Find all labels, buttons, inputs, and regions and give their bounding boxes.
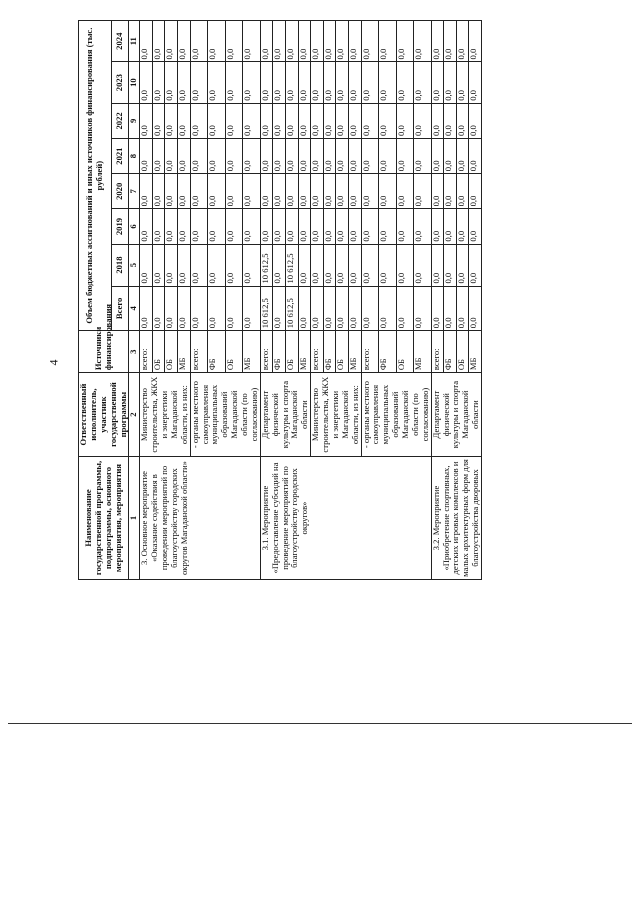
header-total: Всего	[112, 286, 129, 331]
total-value-cell: 0,0	[323, 286, 336, 331]
year-value-cell: 0,0	[208, 21, 226, 62]
measure-name-cell: 3.2. Мероприятие «Приобретение спортивных, детских игровых комплексов и малых архитектурных форм для благоустройства дворовых	[431, 457, 481, 580]
source-cell: МБ	[298, 331, 311, 373]
year-value-cell: 0,0	[190, 174, 208, 209]
total-value-cell: 0,0	[444, 286, 457, 331]
year-value-cell: 0,0	[285, 139, 298, 174]
year-value-cell: 0,0	[285, 209, 298, 244]
year-value-cell: 0,0	[165, 209, 178, 244]
total-value-cell: 0,0	[152, 286, 165, 331]
year-value-cell: 0,0	[323, 103, 336, 138]
year-value-cell: 0,0	[431, 244, 444, 286]
year-value-cell: 0,0	[336, 209, 349, 244]
year-value-cell: 0,0	[208, 244, 226, 286]
year-value-cell: 0,0	[456, 139, 469, 174]
year-value-cell: 0,0	[444, 139, 457, 174]
source-cell: всего:	[431, 331, 444, 373]
year-value-cell: 0,0	[225, 21, 243, 62]
executor-cell: - органы местного самоуправления муниципальных образований Магаданской области (по согласованию)	[361, 373, 431, 457]
year-value-cell: 0,0	[273, 174, 286, 209]
year-value-cell: 0,0	[379, 174, 397, 209]
source-cell: ОБ	[456, 331, 469, 373]
year-value-cell: 0,0	[208, 209, 226, 244]
year-value-cell: 0,0	[396, 21, 414, 62]
year-value-cell: 0,0	[361, 21, 379, 62]
year-value-cell: 0,0	[260, 62, 273, 103]
year-value-cell: 0,0	[225, 139, 243, 174]
year-value-cell: 0,0	[152, 174, 165, 209]
year-value-cell: 0,0	[444, 174, 457, 209]
year-value-cell: 0,0	[225, 103, 243, 138]
bottom-rule	[8, 723, 632, 724]
year-value-cell: 0,0	[379, 103, 397, 138]
year-value-cell: 0,0	[323, 62, 336, 103]
year-value-cell: 0,0	[243, 244, 261, 286]
total-value-cell: 0,0	[379, 286, 397, 331]
total-value-cell: 0,0	[311, 286, 324, 331]
column-number: 1	[129, 457, 140, 580]
year-value-cell: 0,0	[431, 62, 444, 103]
year-value-cell: 0,0	[396, 244, 414, 286]
year-value-cell: 0,0	[225, 62, 243, 103]
header-source: Источники финансирования	[79, 331, 129, 373]
total-value-cell: 0,0	[348, 286, 361, 331]
year-value-cell: 0,0	[323, 244, 336, 286]
source-cell: ФБ	[379, 331, 397, 373]
year-value-cell: 0,0	[311, 174, 324, 209]
header-executor: Ответственный исполнитель, участник государственной программы	[79, 373, 129, 457]
year-value-cell: 0,0	[323, 139, 336, 174]
year-value-cell: 0,0	[298, 244, 311, 286]
year-value-cell: 0,0	[396, 139, 414, 174]
header-year: 2021	[112, 139, 129, 174]
year-value-cell: 0,0	[140, 62, 153, 103]
year-value-cell: 0,0	[469, 62, 482, 103]
total-value-cell: 0,0	[225, 286, 243, 331]
year-value-cell: 0,0	[208, 174, 226, 209]
year-value-cell: 0,0	[361, 103, 379, 138]
year-value-cell: 0,0	[243, 103, 261, 138]
year-value-cell: 0,0	[431, 139, 444, 174]
year-value-cell: 0,0	[414, 209, 432, 244]
year-value-cell: 0,0	[323, 174, 336, 209]
page-number: 4	[46, 359, 61, 366]
year-value-cell: 10 612,5	[285, 244, 298, 286]
source-cell: всего:	[361, 331, 379, 373]
column-number: 6	[129, 209, 140, 244]
source-cell: МБ	[348, 331, 361, 373]
year-value-cell: 0,0	[348, 209, 361, 244]
year-value-cell: 0,0	[414, 139, 432, 174]
total-value-cell: 0,0	[431, 286, 444, 331]
year-value-cell: 0,0	[140, 139, 153, 174]
column-number: 3	[129, 331, 140, 373]
total-value-cell: 0,0	[165, 286, 178, 331]
source-cell: МБ	[469, 331, 482, 373]
year-value-cell: 0,0	[311, 21, 324, 62]
executor-cell: Департамент физической культуры и спорта Магаданской области	[431, 373, 481, 457]
column-number: 5	[129, 244, 140, 286]
year-value-cell: 0,0	[285, 62, 298, 103]
year-value-cell: 0,0	[298, 103, 311, 138]
year-value-cell: 0,0	[444, 103, 457, 138]
year-value-cell: 0,0	[298, 21, 311, 62]
year-value-cell: 0,0	[243, 174, 261, 209]
year-value-cell: 0,0	[152, 139, 165, 174]
total-value-cell: 0,0	[208, 286, 226, 331]
year-value-cell: 0,0	[298, 139, 311, 174]
year-value-cell: 0,0	[208, 139, 226, 174]
year-value-cell: 0,0	[431, 21, 444, 62]
year-value-cell: 0,0	[361, 244, 379, 286]
table-row	[260, 21, 273, 580]
source-cell: ФБ	[323, 331, 336, 373]
year-value-cell: 0,0	[456, 209, 469, 244]
year-value-cell: 0,0	[444, 21, 457, 62]
source-cell: МБ	[243, 331, 261, 373]
source-cell: ОБ	[165, 331, 178, 373]
year-value-cell: 0,0	[336, 174, 349, 209]
column-number: 2	[129, 373, 140, 457]
year-value-cell: 0,0	[469, 209, 482, 244]
year-value-cell: 0,0	[140, 209, 153, 244]
year-value-cell: 0,0	[469, 103, 482, 138]
year-value-cell: 0,0	[431, 103, 444, 138]
year-value-cell: 0,0	[444, 62, 457, 103]
header-volume: Объем бюджетных ассигнований и иных источников финансирования (тыс. рублей)	[79, 21, 112, 331]
source-cell: ОБ	[225, 331, 243, 373]
year-value-cell: 0,0	[336, 21, 349, 62]
year-value-cell: 0,0	[396, 174, 414, 209]
year-value-cell: 0,0	[414, 62, 432, 103]
header-year: 2020	[112, 174, 129, 209]
year-value-cell: 0,0	[456, 21, 469, 62]
measure-name-cell: 3. Основное мероприятие «Оказание содействия в проведении мероприятий по благоустройству городских округов Магаданской области»	[140, 457, 261, 580]
source-cell: ОБ	[396, 331, 414, 373]
column-number: 8	[129, 139, 140, 174]
source-cell: ОБ	[336, 331, 349, 373]
source-cell: ФБ	[273, 331, 286, 373]
year-value-cell: 0,0	[243, 62, 261, 103]
year-value-cell: 0,0	[140, 21, 153, 62]
total-value-cell: 0,0	[243, 286, 261, 331]
year-value-cell: 0,0	[260, 103, 273, 138]
source-cell: всего:	[260, 331, 273, 373]
year-value-cell: 0,0	[298, 209, 311, 244]
year-value-cell: 0,0	[285, 103, 298, 138]
rotated-table-wrapper	[78, 20, 628, 580]
source-cell: ОБ	[285, 331, 298, 373]
year-value-cell: 0,0	[336, 244, 349, 286]
executor-cell: Министерство строительства, ЖКХ и энергетики Магаданской области, из них:	[140, 373, 190, 457]
year-value-cell: 0,0	[311, 209, 324, 244]
year-value-cell: 0,0	[414, 174, 432, 209]
year-value-cell: 0,0	[348, 174, 361, 209]
year-value-cell: 0,0	[361, 139, 379, 174]
total-value-cell: 0,0	[140, 286, 153, 331]
source-cell: всего:	[140, 331, 153, 373]
year-value-cell: 0,0	[431, 174, 444, 209]
year-value-cell: 0,0	[414, 244, 432, 286]
year-value-cell: 0,0	[323, 209, 336, 244]
source-cell: ОБ	[152, 331, 165, 373]
source-cell: МБ	[414, 331, 432, 373]
year-value-cell: 0,0	[140, 174, 153, 209]
total-value-cell: 0,0	[414, 286, 432, 331]
executor-cell: Министерство строительства, ЖКХ и энергетики Магаданской области, из них:	[311, 373, 361, 457]
header-year: 2019	[112, 209, 129, 244]
year-value-cell: 0,0	[336, 103, 349, 138]
year-value-cell: 0,0	[311, 103, 324, 138]
total-value-cell: 0,0	[396, 286, 414, 331]
year-value-cell: 0,0	[178, 139, 191, 174]
total-value-cell: 0,0	[361, 286, 379, 331]
column-number: 7	[129, 174, 140, 209]
year-value-cell: 0,0	[444, 209, 457, 244]
year-value-cell: 0,0	[165, 21, 178, 62]
year-value-cell: 0,0	[178, 174, 191, 209]
total-value-cell: 0,0	[336, 286, 349, 331]
year-value-cell: 0,0	[260, 174, 273, 209]
year-value-cell: 0,0	[414, 103, 432, 138]
header-year: 2024	[112, 21, 129, 62]
year-value-cell: 0,0	[190, 62, 208, 103]
table-row	[431, 21, 444, 580]
header-year: 2023	[112, 62, 129, 103]
year-value-cell: 0,0	[190, 209, 208, 244]
header-year: 2018	[112, 244, 129, 286]
year-value-cell: 0,0	[379, 21, 397, 62]
year-value-cell: 0,0	[178, 103, 191, 138]
executor-cell: Департамент физической культуры и спорта Магаданской области	[260, 373, 310, 457]
header-name: Наименование государственной программы, подпрограммы, основного мероприятия, мероприятия	[79, 457, 129, 580]
year-value-cell: 0,0	[361, 209, 379, 244]
total-value-cell: 0,0	[178, 286, 191, 331]
year-value-cell: 0,0	[396, 62, 414, 103]
total-value-cell: 0,0	[456, 286, 469, 331]
year-value-cell: 0,0	[456, 103, 469, 138]
source-cell: МБ	[178, 331, 191, 373]
year-value-cell: 0,0	[396, 209, 414, 244]
year-value-cell: 0,0	[348, 139, 361, 174]
year-value-cell: 0,0	[190, 21, 208, 62]
executor-cell: - органы местного самоуправления муниципальных образований Магаданской области (по согласованию)	[190, 373, 260, 457]
year-value-cell: 0,0	[243, 21, 261, 62]
column-number: 9	[129, 103, 140, 138]
year-value-cell: 0,0	[444, 244, 457, 286]
year-value-cell: 0,0	[243, 209, 261, 244]
year-value-cell: 0,0	[273, 62, 286, 103]
year-value-cell: 0,0	[225, 209, 243, 244]
year-value-cell: 0,0	[260, 139, 273, 174]
year-value-cell: 0,0	[273, 139, 286, 174]
source-cell: ФБ	[208, 331, 226, 373]
year-value-cell: 0,0	[273, 21, 286, 62]
year-value-cell: 0,0	[152, 244, 165, 286]
year-value-cell: 0,0	[311, 139, 324, 174]
year-value-cell: 0,0	[469, 21, 482, 62]
year-value-cell: 0,0	[348, 103, 361, 138]
year-value-cell: 0,0	[298, 62, 311, 103]
year-value-cell: 0,0	[311, 62, 324, 103]
year-value-cell: 0,0	[178, 209, 191, 244]
column-number: 11	[129, 21, 140, 62]
total-value-cell: 0,0	[298, 286, 311, 331]
total-value-cell: 10 612,5	[285, 286, 298, 331]
year-value-cell: 0,0	[178, 62, 191, 103]
year-value-cell: 0,0	[414, 21, 432, 62]
year-value-cell: 0,0	[273, 103, 286, 138]
year-value-cell: 0,0	[456, 174, 469, 209]
year-value-cell: 0,0	[190, 244, 208, 286]
year-value-cell: 0,0	[152, 21, 165, 62]
total-value-cell: 0,0	[273, 286, 286, 331]
year-value-cell: 0,0	[285, 174, 298, 209]
year-value-cell: 0,0	[165, 174, 178, 209]
year-value-cell: 0,0	[165, 103, 178, 138]
column-number: 4	[129, 286, 140, 331]
year-value-cell: 0,0	[348, 21, 361, 62]
year-value-cell: 0,0	[178, 21, 191, 62]
year-value-cell: 0,0	[348, 62, 361, 103]
year-value-cell: 0,0	[243, 139, 261, 174]
total-value-cell: 0,0	[469, 286, 482, 331]
year-value-cell: 0,0	[273, 244, 286, 286]
year-value-cell: 0,0	[190, 139, 208, 174]
year-value-cell: 0,0	[152, 62, 165, 103]
year-value-cell: 0,0	[469, 139, 482, 174]
year-value-cell: 0,0	[152, 209, 165, 244]
year-value-cell: 0,0	[311, 244, 324, 286]
year-value-cell: 0,0	[152, 103, 165, 138]
year-value-cell: 0,0	[379, 244, 397, 286]
year-value-cell: 0,0	[260, 209, 273, 244]
year-value-cell: 10 612,5	[260, 244, 273, 286]
year-value-cell: 0,0	[273, 209, 286, 244]
year-value-cell: 0,0	[260, 21, 273, 62]
column-numbers-row	[129, 21, 140, 580]
year-value-cell: 0,0	[348, 244, 361, 286]
year-value-cell: 0,0	[190, 103, 208, 138]
year-value-cell: 0,0	[379, 139, 397, 174]
year-value-cell: 0,0	[323, 21, 336, 62]
table-row	[140, 21, 153, 580]
year-value-cell: 0,0	[298, 174, 311, 209]
year-value-cell: 0,0	[456, 62, 469, 103]
year-value-cell: 0,0	[336, 139, 349, 174]
year-value-cell: 0,0	[396, 103, 414, 138]
year-value-cell: 0,0	[208, 103, 226, 138]
year-value-cell: 0,0	[469, 244, 482, 286]
year-value-cell: 0,0	[361, 174, 379, 209]
year-value-cell: 0,0	[456, 244, 469, 286]
financing-table	[78, 20, 482, 580]
year-value-cell: 0,0	[469, 174, 482, 209]
year-value-cell: 0,0	[140, 103, 153, 138]
year-value-cell: 0,0	[379, 209, 397, 244]
year-value-cell: 0,0	[285, 21, 298, 62]
year-value-cell: 0,0	[336, 62, 349, 103]
measure-name-cell: 3.1. Мероприятие «Предоставление субсидий на проведение мероприятий по благоустройству городских округов»	[260, 457, 431, 580]
header-year: 2022	[112, 103, 129, 138]
year-value-cell: 0,0	[165, 139, 178, 174]
year-value-cell: 0,0	[225, 244, 243, 286]
year-value-cell: 0,0	[361, 62, 379, 103]
year-value-cell: 0,0	[431, 209, 444, 244]
year-value-cell: 0,0	[165, 62, 178, 103]
year-value-cell: 0,0	[379, 62, 397, 103]
year-value-cell: 0,0	[208, 62, 226, 103]
column-number: 10	[129, 62, 140, 103]
source-cell: всего:	[311, 331, 324, 373]
year-value-cell: 0,0	[178, 244, 191, 286]
total-value-cell: 0,0	[190, 286, 208, 331]
year-value-cell: 0,0	[140, 244, 153, 286]
total-value-cell: 10 612,5	[260, 286, 273, 331]
source-cell: всего:	[190, 331, 208, 373]
year-value-cell: 0,0	[225, 174, 243, 209]
year-value-cell: 0,0	[165, 244, 178, 286]
source-cell: ФБ	[444, 331, 457, 373]
